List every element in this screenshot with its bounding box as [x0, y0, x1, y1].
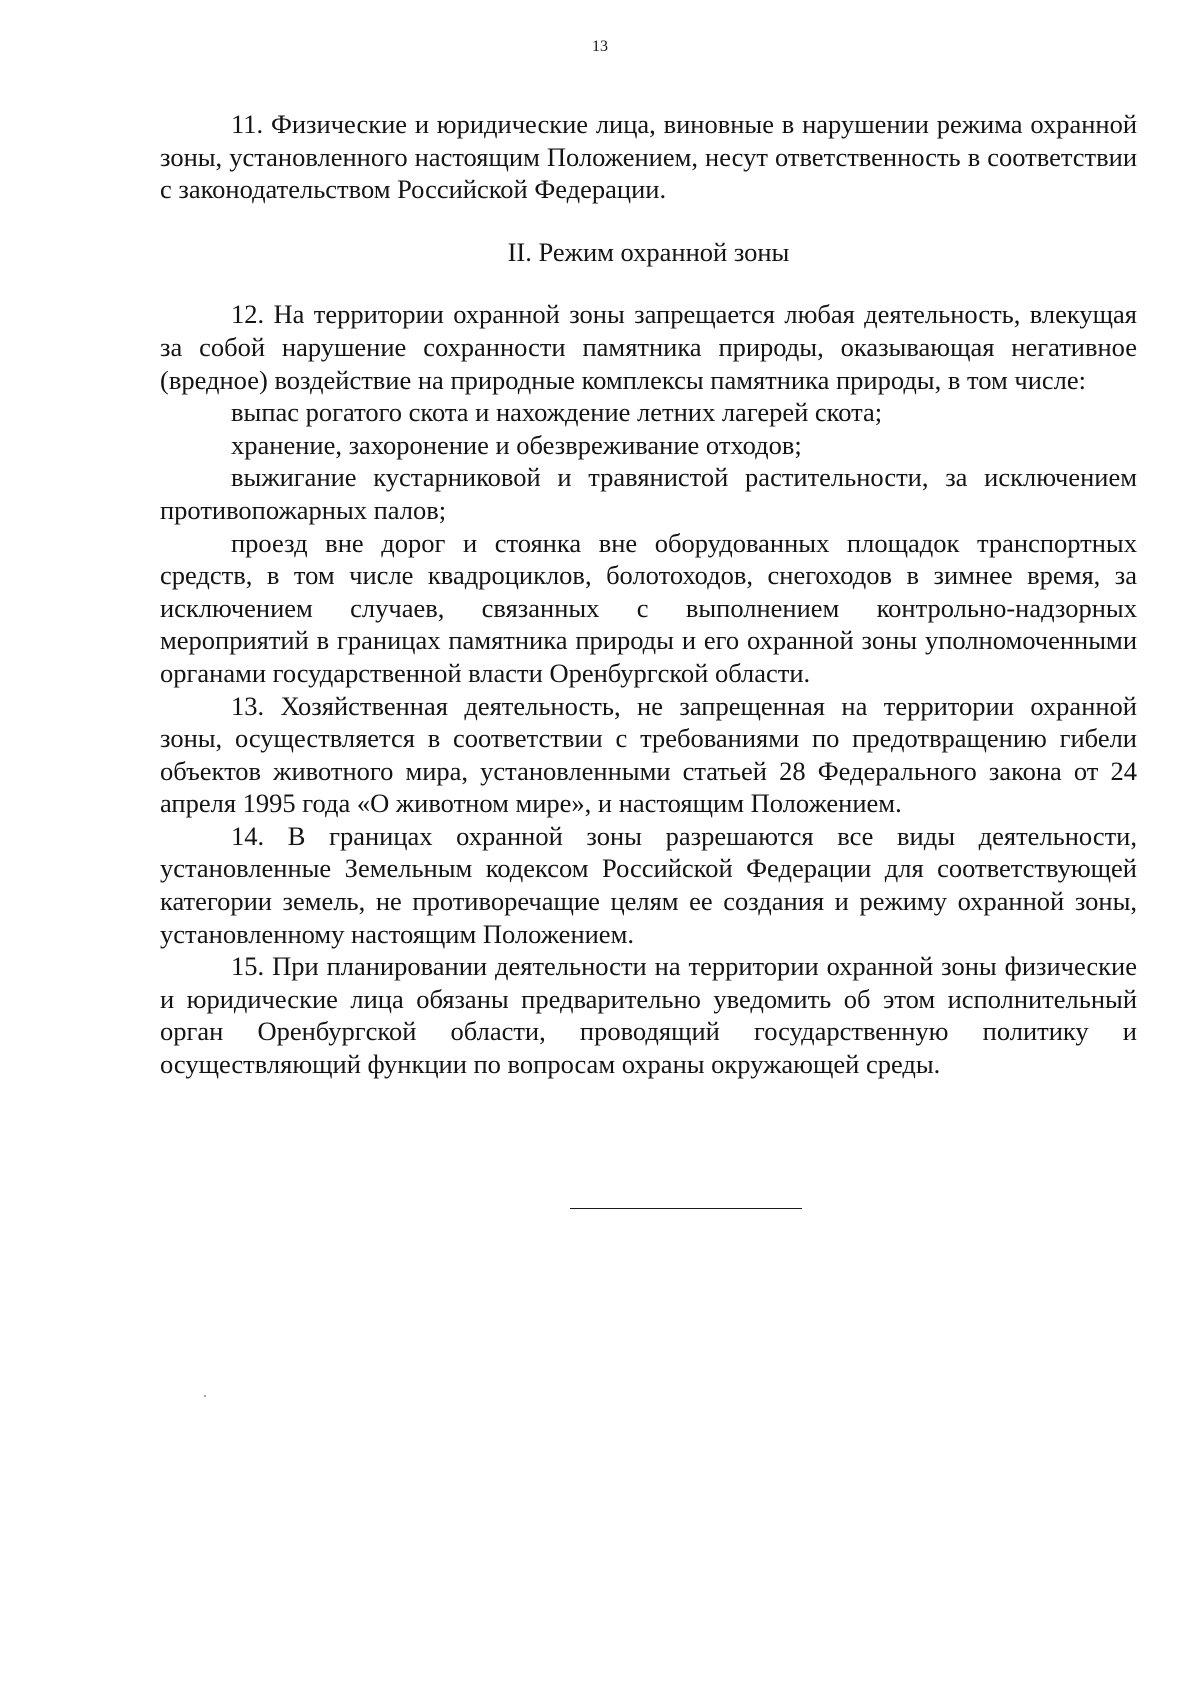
paragraph-11: 11. Физические и юридические лица, виновные в нарушении режима охранной зоны, установленного настоящим Положением, несут ответственность в соответствии с законодательством Российской Федерации.: [160, 109, 1137, 205]
page-number: 13: [592, 38, 608, 55]
list-item-waste: хранение, захоронение и обезвреживание отходов;: [231, 429, 802, 460]
paragraph-14: 14. В границах охранной зоны разрешаются все виды деятельности, установленные Земельным кодексом Российской Федерации для соответствующей категории земель, не противоречащие целям ее создания и режиму охранной зоны, установленному настоящим Положением.: [160, 820, 1137, 949]
section-heading: II. Режим охранной зоны: [507, 236, 790, 267]
scan-speck: [204, 1395, 206, 1397]
list-item-offroad: проезд вне дорог и стоянка вне оборудованных площадок транспортных средств, в том числе квадроциклов, болотоходов, снегоходов в зимнее время, за исключением случаев, связанных с выполнением контрольно-надзорных мероприятий в границах памятника природы и его охранной зоны уполномоченными органами государственной власти Оренбургской области.: [160, 527, 1137, 688]
list-item-burning: выжигание кустарниковой и травянистой растительности, за исключением противопожарных палов;: [160, 462, 1137, 525]
paragraph-13: 13. Хозяйственная деятельность, не запрещенная на территории охранной зоны, осуществляется в соответствии с требованиями по предотвращению гибели объектов животного мира, установленными статьей 28 Федерального закона от 24 апреля 1995 года «О животном мире», и настоящим Положением.: [160, 690, 1137, 819]
list-item-grazing: выпас рогатого скота и нахождение летних лагерей скота;: [231, 397, 883, 428]
document-body: [160, 108, 1137, 1081]
end-of-text-divider: [570, 1208, 802, 1209]
paragraph-12: 12. На территории охранной зоны запрещается любая деятельность, влекущая за собой нарушение сохранности памятника природы, оказывающая негативное (вредное) воздействие на природные комплексы памятника природы, в том числе:: [160, 299, 1137, 395]
paragraph-15: 15. При планировании деятельности на территории охранной зоны физические и юридические лица обязаны предварительно уведомить об этом исполнительный орган Оренбургской области, проводящий государственную политику и осуществляющий функции по вопросам охраны окружающей среды.: [160, 951, 1137, 1080]
